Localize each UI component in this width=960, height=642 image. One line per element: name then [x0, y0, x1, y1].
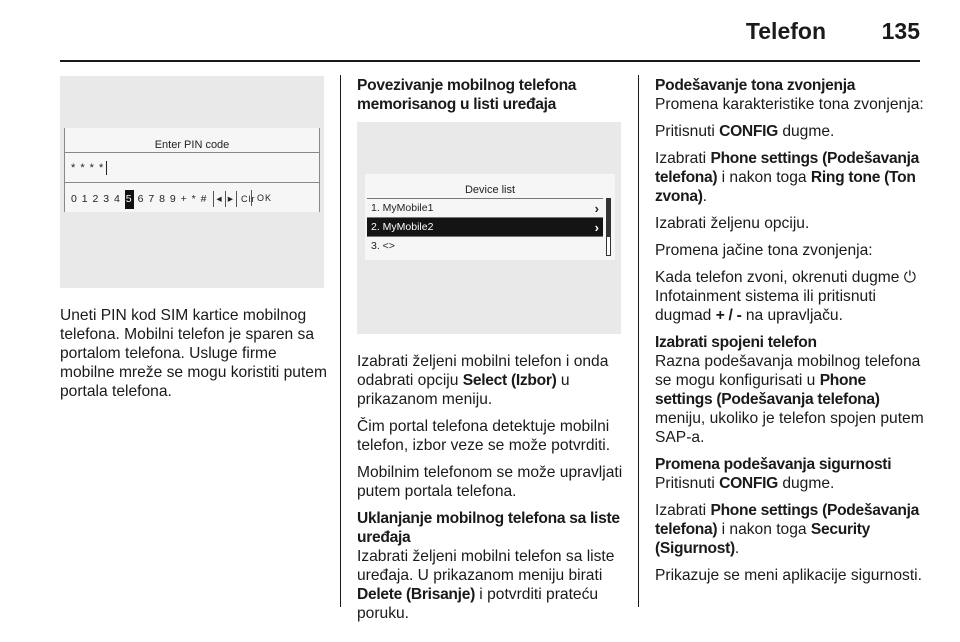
column-divider-1 [340, 75, 341, 607]
scrollbar-thumb [607, 199, 610, 237]
device-list-item-selected [367, 217, 603, 236]
column-divider-2 [638, 75, 639, 607]
col3-paragraph-3 [655, 149, 925, 206]
text-run: Izabrati željeni mobilni telefon sa liste uređaja. U prikazanom meniju birati [357, 548, 615, 584]
power-knob-icon: ⏻ [903, 269, 917, 286]
text-run: Izabrati [655, 502, 711, 519]
device-list-item-label: 3. <> [371, 240, 395, 252]
page-number: 135 [881, 18, 920, 44]
text-run: na upravljaču. [741, 307, 843, 324]
col3-paragraph-10: Prikazuje se meni aplikacije sigurnosti. [655, 567, 922, 584]
pin-screen-image [60, 76, 324, 288]
pin-keys-after: 6 7 8 9 + * # [137, 193, 208, 205]
menu-option-security: Security (Sigurnost) [655, 521, 871, 557]
column-1 [60, 76, 328, 409]
text-run: i nakon toga [717, 169, 811, 186]
text-run: Pritisnuti [655, 475, 720, 492]
device-list-title: Device list [464, 184, 516, 196]
col3-paragraph-9 [655, 501, 925, 558]
device-list-scrollbar [606, 198, 611, 256]
col2-paragraph-4 [357, 547, 627, 623]
col3-paragraph-1: Promena karakteristike tona zvonjenja: [655, 96, 924, 113]
col3-paragraph-6 [655, 268, 925, 325]
pin-divider [65, 152, 319, 153]
text-run: Izabrati [655, 150, 711, 167]
pin-screen-title: Enter PIN code [154, 139, 230, 151]
text-run: i nakon toga [717, 521, 811, 538]
pin-entered-digits [71, 159, 107, 178]
text-run: . [702, 188, 707, 205]
pin-separator [213, 191, 214, 207]
device-list-item [367, 236, 603, 255]
col1-paragraph: Uneti PIN kod SIM kartice mobilnog telefona. Mobilni telefon je sparen sa portalom telefona. Usluge firme mobilne mreže se mogu koristiti putem portala telefona. [60, 307, 327, 400]
pin-panel [64, 128, 320, 212]
col2-paragraph-3: Mobilnim telefonom se može upravljati putem portala telefona. [357, 464, 623, 500]
device-list-screen-image [357, 122, 621, 334]
col2-paragraph-1 [357, 352, 627, 409]
config-button-label: CONFIG [719, 475, 778, 492]
chevron-right-icon: › [594, 220, 599, 235]
menu-option-delete: Delete (Brisanje) [357, 586, 475, 603]
text-cursor [106, 161, 107, 175]
pin-keypad [71, 190, 273, 209]
col3-paragraph-7 [655, 352, 925, 447]
section-heading-ringtone: Podešavanje tona zvonjenja [655, 77, 856, 94]
text-run: Infotainment sistema ili pritisnuti dugmad [655, 288, 877, 324]
pin-clr-key: Clr [240, 194, 256, 204]
device-list-item-label: 1. MyMobile1 [371, 202, 434, 214]
page-header-title: Telefon [745, 18, 826, 44]
backspace-icon: ◂ [216, 193, 223, 205]
menu-option-phone-settings: Phone settings (Podešavanja telefona) [655, 150, 920, 186]
col2-paragraph-2: Čim portal telefona detektuje mobilni telefon, izbor veze se može potvrditi. [357, 418, 611, 454]
menu-option-phone-settings: Phone settings (Podešavanja telefona) [655, 502, 920, 538]
section-heading-select-phone: Izabrati spojeni telefon [655, 334, 817, 351]
header-rule [60, 60, 920, 62]
section-heading-security: Promena podešavanja sigurnosti [655, 456, 892, 473]
pin-keys-before: 0 1 2 3 4 [71, 193, 121, 205]
text-run: . [734, 540, 740, 557]
menu-option-select: Select (Izbor) [462, 372, 557, 389]
text-run: dugme. [777, 123, 835, 140]
column-2 [357, 76, 627, 631]
menu-option-phone-settings: Phone settings (Podešavanja telefona) [655, 372, 880, 408]
text-run: Razna podešavanja mobilnog telefona se mogu konfigurisati u [655, 353, 921, 389]
chevron-right-icon: › [594, 201, 599, 216]
text-run: dugme. [777, 475, 835, 492]
text-run: meniju, ukoliko je telefon spojen putem SAP-a. [655, 410, 924, 446]
volume-buttons-label: + / - [715, 307, 742, 324]
section-heading-connect: Povezivanje mobilnog telefona memorisanog u listi uređaja [357, 77, 577, 113]
pin-separator [236, 191, 237, 207]
column-3 [655, 76, 925, 593]
pin-entered-text: * * * * [71, 162, 105, 174]
forward-icon: ▸ [227, 193, 234, 205]
pin-separator [225, 191, 226, 207]
config-button-label: CONFIG [719, 123, 778, 140]
col3-paragraph-5: Promena jačine tona zvonjenja: [655, 242, 873, 259]
col3-paragraph-4: Izabrati željenu opciju. [655, 215, 810, 232]
col3-paragraph-8 [655, 474, 925, 493]
col3-paragraph-2 [655, 122, 925, 141]
text-run: Kada telefon zvoni, okrenuti dugme [655, 269, 904, 286]
device-list-item [367, 198, 603, 217]
text-run: u prikazanom meniju. [357, 372, 570, 408]
device-list-item-label: 2. MyMobile2 [371, 221, 434, 233]
device-list-panel [365, 174, 615, 260]
pin-ok-key: OK [251, 190, 272, 206]
text-run: Izabrati željeni mobilni telefon i onda odabrati opciju [357, 353, 609, 389]
section-heading-remove: Uklanjanje mobilnog telefona sa liste uređaja [357, 510, 620, 546]
text-run: Pritisnuti [655, 123, 720, 140]
menu-option-ring-tone: Ring tone (Ton zvona) [655, 169, 916, 205]
text-run: i potvrditi prateću poruku. [357, 586, 599, 622]
pin-divider [65, 182, 319, 183]
pin-key-selected: 5 [125, 190, 134, 209]
